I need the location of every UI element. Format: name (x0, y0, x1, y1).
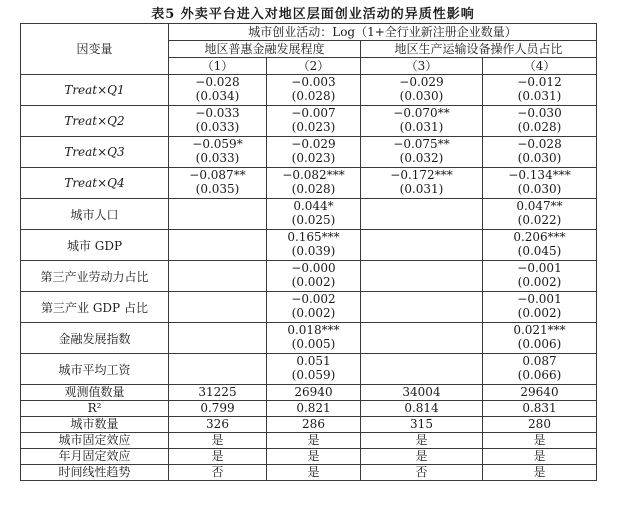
table-cell: 否 (361, 465, 483, 481)
column-number: （1） (169, 58, 267, 75)
table-cell: 0.821 (267, 401, 361, 417)
table-cell (483, 75, 597, 106)
coefficient: −0.172*** (390, 168, 453, 182)
standard-error (364, 337, 479, 351)
standard-error (172, 244, 263, 258)
table-cell (483, 354, 597, 385)
coefficient: −0.033 (195, 106, 240, 120)
table-row (21, 261, 597, 292)
table-cell (267, 292, 361, 323)
row-label: R² (21, 401, 169, 417)
row-label: 第三产业 GDP 占比 (21, 292, 169, 323)
row-label: 第三产业劳动力占比 (21, 261, 169, 292)
standard-error: (0.002) (517, 275, 562, 289)
coefficient: −0.003 (291, 75, 336, 89)
table-row (21, 168, 597, 199)
row-label: 城市平均工资 (21, 354, 169, 385)
coefficient: −0.028 (517, 137, 562, 151)
standard-error: (0.002) (291, 306, 336, 320)
table-cell: 326 (169, 417, 267, 433)
coefficient: −0.029 (399, 75, 444, 89)
standard-error (364, 306, 479, 320)
standard-error (172, 306, 263, 320)
table-cell (361, 292, 483, 323)
column-number: （3） (361, 58, 483, 75)
table-row (21, 137, 597, 168)
coefficient (172, 323, 263, 337)
table-cell: 315 (361, 417, 483, 433)
table-cell (361, 75, 483, 106)
table-cell: 否 (169, 465, 267, 481)
standard-error (364, 244, 479, 258)
coefficient: −0.002 (291, 292, 336, 306)
standard-error: (0.028) (517, 120, 562, 134)
stat-row (21, 401, 597, 417)
table-cell (267, 354, 361, 385)
table-cell (267, 230, 361, 261)
standard-error: (0.022) (517, 213, 562, 227)
row-label: 城市数量 (21, 417, 169, 433)
table-cell (267, 75, 361, 106)
standard-error: (0.035) (195, 182, 240, 196)
table-cell (483, 261, 597, 292)
coefficient: −0.030 (517, 106, 562, 120)
coefficient: −0.075** (393, 137, 450, 151)
table-cell (169, 75, 267, 106)
coefficient (172, 354, 263, 368)
standard-error: (0.002) (291, 275, 336, 289)
table-cell (361, 199, 483, 230)
standard-error: (0.028) (291, 182, 336, 196)
coefficient: −0.012 (517, 75, 562, 89)
row-label: 年月固定效应 (21, 449, 169, 465)
stat-row (21, 449, 597, 465)
stat-row (21, 417, 597, 433)
coefficient: −0.087** (189, 168, 246, 182)
table-cell (361, 168, 483, 199)
coefficient: 0.165*** (287, 230, 340, 244)
table-cell (267, 168, 361, 199)
standard-error (364, 368, 479, 382)
standard-error (172, 368, 263, 382)
coefficient: 0.206*** (513, 230, 566, 244)
standard-error: (0.025) (291, 213, 336, 227)
standard-error: (0.030) (517, 151, 562, 165)
table-cell (483, 106, 597, 137)
table-cell (267, 261, 361, 292)
table-cell (483, 137, 597, 168)
standard-error: (0.033) (195, 151, 240, 165)
table-cell: 是 (361, 433, 483, 449)
table-cell (361, 106, 483, 137)
coefficient (364, 292, 479, 306)
table-cell (483, 199, 597, 230)
table-row (21, 230, 597, 261)
table-cell (361, 137, 483, 168)
table-cell: 0.831 (483, 401, 597, 417)
coefficient: 0.087 (522, 354, 557, 368)
coefficient: 0.018*** (287, 323, 340, 337)
standard-error: (0.030) (399, 89, 444, 103)
table-cell: 0.799 (169, 401, 267, 417)
table-row (21, 75, 597, 106)
group-header-transport: 地区生产运输设备操作人员占比 (361, 41, 597, 58)
coefficient: −0.029 (291, 137, 336, 151)
table-cell (267, 323, 361, 354)
table-cell (169, 106, 267, 137)
table-cell: 是 (169, 449, 267, 465)
coefficient: 0.047** (516, 199, 563, 213)
row-label: 城市固定效应 (21, 433, 169, 449)
table-row (21, 106, 597, 137)
standard-error: (0.039) (291, 244, 336, 258)
coefficient (364, 323, 479, 337)
table-cell (169, 354, 267, 385)
stat-row (21, 385, 597, 401)
standard-error: (0.023) (291, 151, 336, 165)
standard-error (172, 337, 263, 351)
row-label: 观测值数量 (21, 385, 169, 401)
standard-error: (0.033) (195, 120, 240, 134)
coefficient (172, 261, 263, 275)
coefficient: −0.134*** (508, 168, 571, 182)
table-cell (169, 199, 267, 230)
table-row (21, 199, 597, 230)
standard-error: (0.045) (517, 244, 562, 258)
standard-error (364, 275, 479, 289)
standard-error: (0.034) (195, 89, 240, 103)
standard-error: (0.059) (291, 368, 336, 382)
column-number: （2） (267, 58, 361, 75)
coefficient (364, 230, 479, 244)
coefficient: −0.059* (192, 137, 243, 151)
coefficient: −0.000 (291, 261, 336, 275)
standard-error (172, 213, 263, 227)
stat-row (21, 433, 597, 449)
coefficient (172, 199, 263, 213)
standard-error: (0.031) (399, 120, 444, 134)
coefficient (172, 292, 263, 306)
table-cell (267, 106, 361, 137)
coefficient: −0.001 (517, 292, 562, 306)
standard-error: (0.028) (291, 89, 336, 103)
table-cell (169, 292, 267, 323)
standard-error (172, 275, 263, 289)
row-label: 城市 GDP (21, 230, 169, 261)
standard-error: (0.030) (517, 182, 562, 196)
standard-error: (0.023) (291, 120, 336, 134)
coefficient (172, 230, 263, 244)
table-cell (361, 354, 483, 385)
table-cell: 280 (483, 417, 597, 433)
table-cell (483, 323, 597, 354)
table-cell (169, 230, 267, 261)
row-label: Treat×Q3 (21, 137, 169, 168)
standard-error: (0.031) (399, 182, 444, 196)
row-label: Treat×Q1 (21, 75, 169, 106)
table-row (21, 354, 597, 385)
standard-error (364, 213, 479, 227)
table-body (21, 75, 597, 481)
table-cell: 是 (169, 433, 267, 449)
table-cell: 是 (483, 433, 597, 449)
column-number: （4） (483, 58, 597, 75)
table-cell: 34004 (361, 385, 483, 401)
standard-error: (0.005) (291, 337, 336, 351)
row-label: 时间线性趋势 (21, 465, 169, 481)
coefficient: −0.070** (393, 106, 450, 120)
table-cell (267, 199, 361, 230)
coefficient: −0.001 (517, 261, 562, 275)
standard-error: (0.006) (517, 337, 562, 351)
coefficient: −0.007 (291, 106, 336, 120)
table-cell (483, 292, 597, 323)
standard-error: (0.032) (399, 151, 444, 165)
table-title: 表5 外卖平台进入对地区层面创业活动的异质性影响 (151, 7, 475, 22)
table-row (21, 292, 597, 323)
coefficient (364, 199, 479, 213)
coefficient (364, 354, 479, 368)
row-label: Treat×Q2 (21, 106, 169, 137)
standard-error: (0.031) (517, 89, 562, 103)
coefficient: −0.082*** (282, 168, 345, 182)
table-cell (361, 323, 483, 354)
group-header-finance: 地区普惠金融发展程度 (169, 41, 361, 58)
table-cell: 是 (483, 449, 597, 465)
table-cell: 29640 (483, 385, 597, 401)
row-label: 金融发展指数 (21, 323, 169, 354)
coefficient (364, 261, 479, 275)
table-cell (169, 137, 267, 168)
results-table (20, 23, 597, 481)
dep-var-header: 因变量 (21, 24, 169, 75)
table-cell (483, 168, 597, 199)
table-cell: 31225 (169, 385, 267, 401)
table-cell (267, 137, 361, 168)
table-cell: 26940 (267, 385, 361, 401)
coefficient: 0.044* (293, 199, 334, 213)
row-label: Treat×Q4 (21, 168, 169, 199)
table-cell: 是 (267, 433, 361, 449)
table-cell: 是 (483, 465, 597, 481)
table-cell (361, 230, 483, 261)
table-cell: 是 (267, 449, 361, 465)
standard-error: (0.066) (517, 368, 562, 382)
table-cell (169, 323, 267, 354)
table-cell: 0.814 (361, 401, 483, 417)
table-cell (483, 230, 597, 261)
coefficient: 0.021*** (513, 323, 566, 337)
outcome-header: 城市创业活动：Log（1+全行业新注册企业数量） (169, 24, 597, 41)
table-cell: 是 (361, 449, 483, 465)
row-label: 城市人口 (21, 199, 169, 230)
table-cell: 是 (267, 465, 361, 481)
table-cell (361, 261, 483, 292)
table-row (21, 323, 597, 354)
standard-error: (0.002) (517, 306, 562, 320)
coefficient: 0.051 (296, 354, 331, 368)
table-cell (169, 168, 267, 199)
coefficient: −0.028 (195, 75, 240, 89)
stat-row (21, 465, 597, 481)
table-cell (169, 261, 267, 292)
table-cell: 286 (267, 417, 361, 433)
